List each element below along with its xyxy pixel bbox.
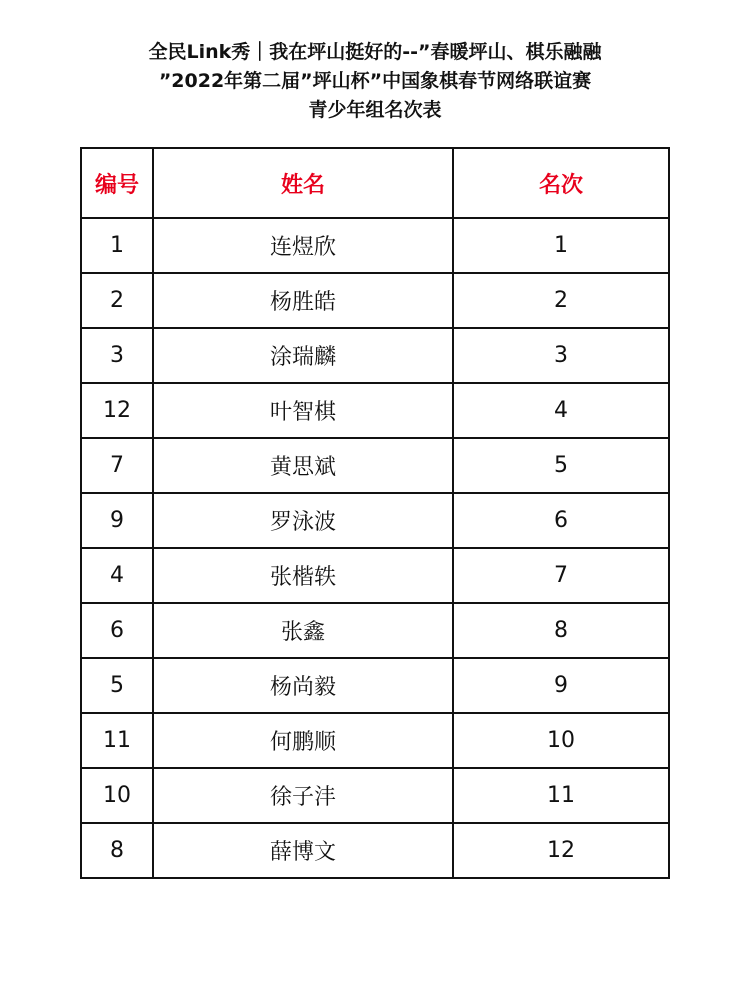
- cell-name: 罗泳波: [153, 493, 453, 548]
- cell-id: 5: [81, 658, 153, 713]
- cell-rank: 5: [453, 438, 669, 493]
- cell-rank: 1: [453, 218, 669, 273]
- cell-id: 6: [81, 603, 153, 658]
- cell-name: 张鑫: [153, 603, 453, 658]
- cell-name: 张楷轶: [153, 548, 453, 603]
- cell-name: 何鹏顺: [153, 713, 453, 768]
- table-row: [81, 823, 669, 878]
- cell-id: 7: [81, 438, 153, 493]
- cell-name: 杨尚毅: [153, 658, 453, 713]
- cell-id: 4: [81, 548, 153, 603]
- table-row: [81, 218, 669, 273]
- cell-id: 3: [81, 328, 153, 383]
- cell-rank: 9: [453, 658, 669, 713]
- cell-name: 叶智棋: [153, 383, 453, 438]
- table-row: [81, 438, 669, 493]
- cell-rank: 3: [453, 328, 669, 383]
- table-row: [81, 603, 669, 658]
- cell-id: 8: [81, 823, 153, 878]
- title-line-2: ”2022年第二届”坪山杯”中国象棋春节网络联谊赛: [158, 70, 592, 92]
- cell-rank: 8: [453, 603, 669, 658]
- cell-rank: 10: [453, 713, 669, 768]
- header-rank: 名次: [453, 148, 669, 218]
- cell-name: 连煜欣: [153, 218, 453, 273]
- table-row: [81, 713, 669, 768]
- cell-name: 涂瑞麟: [153, 328, 453, 383]
- title-line-1: 全民Link秀｜我在坪山挺好的--”春暖坪山、棋乐融融: [148, 41, 602, 63]
- cell-id: 1: [81, 218, 153, 273]
- title-line-3: 青少年组名次表: [308, 99, 442, 121]
- cell-name: 徐子沣: [153, 768, 453, 823]
- table-row: [81, 493, 669, 548]
- cell-name: 薛博文: [153, 823, 453, 878]
- table-row: [81, 548, 669, 603]
- table-row: [81, 273, 669, 328]
- table-header-row: [81, 148, 669, 218]
- cell-id: 12: [81, 383, 153, 438]
- cell-name: 黄思斌: [153, 438, 453, 493]
- header-id: 编号: [81, 148, 153, 218]
- cell-rank: 11: [453, 768, 669, 823]
- cell-id: 10: [81, 768, 153, 823]
- cell-rank: 7: [453, 548, 669, 603]
- document-title: [0, 38, 750, 125]
- table-row: [81, 383, 669, 438]
- cell-rank: 12: [453, 823, 669, 878]
- header-name: 姓名: [153, 148, 453, 218]
- cell-id: 2: [81, 273, 153, 328]
- cell-rank: 6: [453, 493, 669, 548]
- table-row: [81, 768, 669, 823]
- ranking-table: [80, 147, 670, 879]
- table-row: [81, 658, 669, 713]
- cell-rank: 2: [453, 273, 669, 328]
- table-row: [81, 328, 669, 383]
- cell-rank: 4: [453, 383, 669, 438]
- cell-id: 9: [81, 493, 153, 548]
- cell-id: 11: [81, 713, 153, 768]
- cell-name: 杨胜皓: [153, 273, 453, 328]
